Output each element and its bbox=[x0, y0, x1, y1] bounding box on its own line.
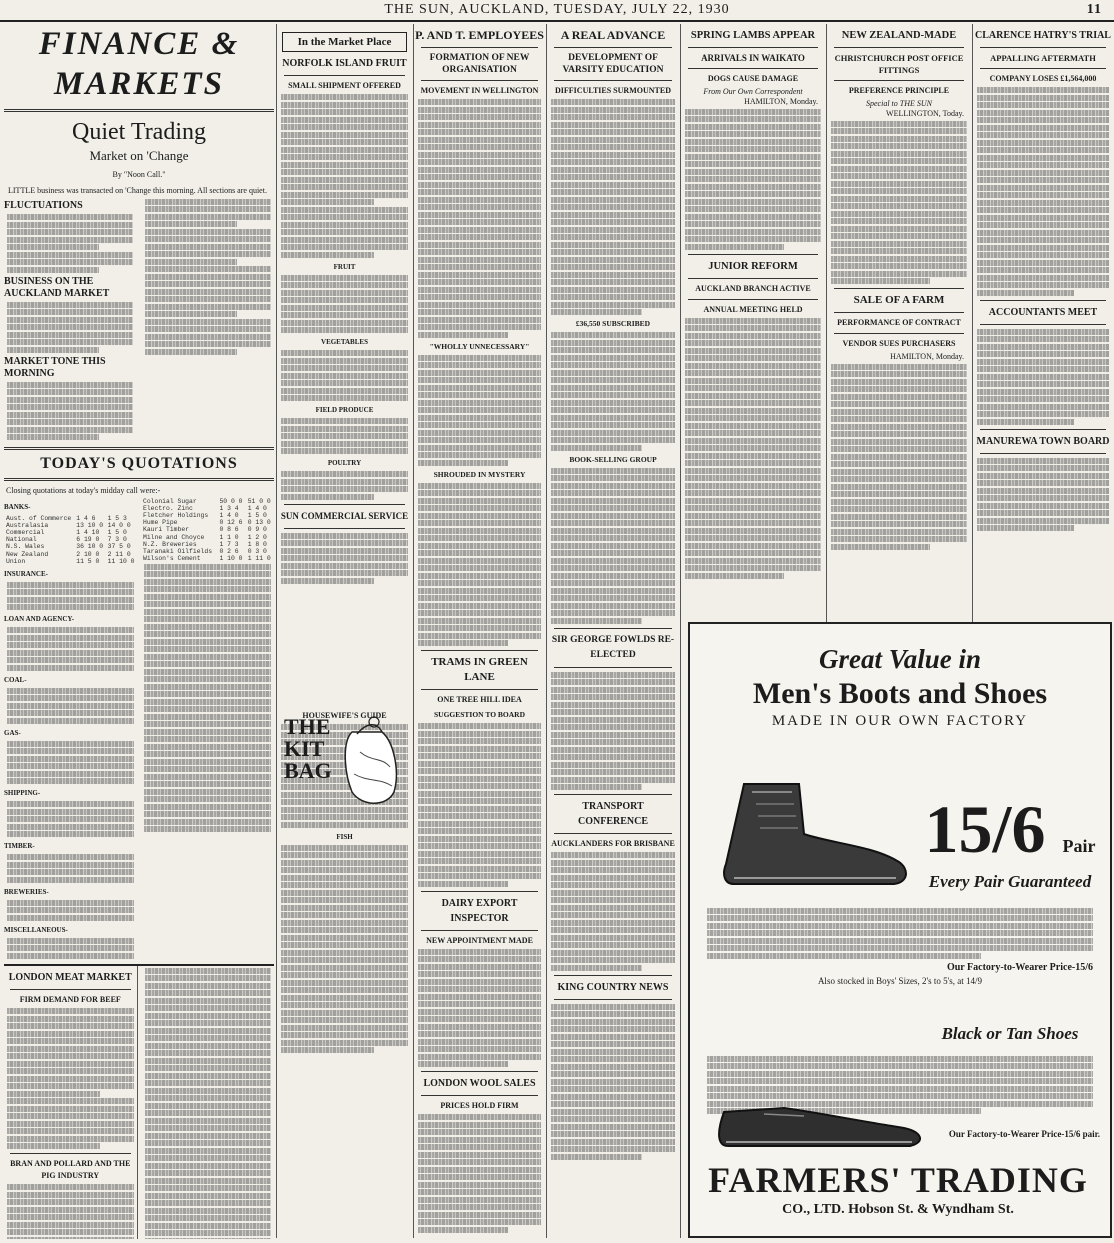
wool-heading: LONDON WOOL SALES bbox=[423, 1078, 536, 1089]
king-country-heading: KING COUNTRY NEWS bbox=[557, 981, 669, 993]
market-place-column bbox=[278, 24, 411, 1239]
pt-subheading: FORMATION OF NEW ORGANISATION bbox=[429, 53, 530, 75]
bran-heading: BRAN AND POLLARD AND THE PIG INDUSTRY bbox=[10, 1159, 131, 1181]
table-row: Australasia 13 10 0 14 0 0 bbox=[6, 521, 131, 529]
trams-heading: TRAMS IN GREEN LANE bbox=[431, 656, 528, 683]
finance-column bbox=[4, 24, 274, 1239]
column-rule bbox=[826, 24, 827, 622]
group-timber: TIMBER- bbox=[4, 842, 35, 851]
transport-heading: TRANSPORT CONFERENCE bbox=[577, 801, 648, 827]
group-breweries: BREWERIES- bbox=[4, 887, 49, 896]
ad-title-2: Men's Boots and Shoes bbox=[752, 677, 1048, 710]
ad-address: CO., LTD. Hobson St. & Wyndham St. bbox=[782, 1202, 1014, 1217]
bookselling-heading: BOOK-SELLING GROUP bbox=[569, 454, 657, 464]
business-heading: BUSINESS ON THE AUCKLAND MARKET bbox=[4, 275, 110, 299]
ad-pair: Pair bbox=[1062, 836, 1096, 856]
table-row: Kauri Timber 0 8 6 0 9 0 bbox=[143, 526, 267, 534]
prices-hold-subheading: PRICES HOLD FIRM bbox=[440, 1101, 519, 1110]
group-banks: BANKS- bbox=[4, 502, 31, 511]
poultry-heading: POULTRY bbox=[327, 459, 362, 467]
dateline-2: HAMILTON, Monday. bbox=[890, 352, 964, 361]
nz-made-heading: NEW ZEALAND-MADE bbox=[841, 30, 957, 41]
table-row: N.S. Wales 36 10 0 37 5 0 bbox=[6, 543, 131, 551]
fluctuations-heading: FLUCTUATIONS bbox=[4, 200, 83, 211]
quotations-heading: TODAY'S QUOTATIONS bbox=[40, 454, 238, 472]
table-row: National 6 19 0 7 3 0 bbox=[6, 536, 127, 544]
appointment-subheading: NEW APPOINTMENT MADE bbox=[426, 935, 533, 945]
dairy-heading: DAIRY EXPORT INSPECTOR bbox=[441, 897, 518, 924]
dogs-subheading: DOGS CAUSE DAMAGE bbox=[707, 74, 799, 83]
masthead-title: THE SUN, AUCKLAND, TUESDAY, JULY 22, 1930 bbox=[384, 2, 730, 17]
column-rule bbox=[276, 24, 277, 1238]
column-rule bbox=[680, 24, 681, 1238]
field-heading: FIELD PRODUCE bbox=[315, 406, 374, 414]
hatry-heading: CLARENCE HATRY'S TRIAL bbox=[975, 30, 1111, 41]
table-row: Union 11 5 0 11 10 0 bbox=[6, 557, 135, 565]
quotes-table-left bbox=[4, 515, 137, 565]
byline: By "Noon Call." bbox=[112, 170, 166, 179]
varsity-column bbox=[548, 24, 678, 1239]
nz-made-column bbox=[828, 24, 970, 622]
group-loan: LOAN AND AGENCY- bbox=[4, 615, 75, 624]
shipment-subheading: SMALL SHIPMENT OFFERED bbox=[288, 81, 401, 90]
table-row: Milne and Choyce 1 1 0 1 2 0 bbox=[143, 533, 267, 541]
advance-heading: A REAL ADVANCE bbox=[560, 28, 666, 42]
hatry-column bbox=[974, 24, 1112, 622]
vendor-subheading: VENDOR SUES PURCHASERS bbox=[842, 339, 956, 348]
one-tree-subheading: ONE TREE HILL IDEA bbox=[437, 695, 522, 704]
dateline: WELLINGTON, Today. bbox=[886, 109, 964, 118]
ad-guarantee: Every Pair Guaranteed bbox=[928, 872, 1092, 891]
quotations-intro: Closing quotations at today's midday call were:- bbox=[6, 485, 161, 495]
headline: Quiet Trading bbox=[71, 119, 206, 145]
meat-heading: LONDON MEAT MARKET bbox=[8, 972, 132, 984]
table-row: Electro. Zinc 1 3 4 1 4 0 bbox=[143, 504, 267, 512]
group-insurance: INSURANCE- bbox=[4, 569, 48, 578]
table-row: Fletcher Holdings 1 4 0 1 5 0 bbox=[143, 511, 267, 519]
fruit-heading: FRUIT bbox=[333, 262, 356, 271]
group-coal: COAL- bbox=[4, 675, 27, 684]
wholly-heading: "WHOLLY UNNECESSARY" bbox=[429, 341, 530, 351]
market-tone-heading: MARKET TONE THIS MORNING bbox=[4, 355, 106, 379]
page-number: 11 bbox=[1086, 2, 1102, 17]
sale-heading: SALE OF A FARM bbox=[853, 294, 945, 306]
accountants-heading: ACCOUNTANTS MEET bbox=[988, 306, 1098, 318]
table-row: New Zealand 2 10 0 2 11 0 bbox=[6, 550, 131, 558]
ad-factory-price-2: Our Factory-to-Wearer Price-15/6 pair. bbox=[948, 1129, 1100, 1139]
ad-title-1: Great Value in bbox=[818, 644, 982, 674]
pt-heading: P. AND T. EMPLOYEES bbox=[415, 28, 544, 42]
farmers-trading-advert bbox=[688, 622, 1112, 1238]
vegetables-heading: VEGETABLES bbox=[321, 338, 368, 346]
ad-title-3: MADE IN OUR OWN FACTORY bbox=[771, 713, 1029, 729]
section-title: FINANCE & MARKETS bbox=[38, 26, 240, 102]
post-office-subheading: CHRISTCHURCH POST OFFICE FITTINGS bbox=[834, 53, 964, 75]
column-rule bbox=[546, 24, 547, 1238]
junior-reform-heading: JUNIOR REFORM bbox=[708, 260, 798, 272]
lambs-heading: SPRING LAMBS APPEAR bbox=[690, 30, 816, 41]
aucklanders-subheading: AUCKLANDERS FOR BRISBANE bbox=[551, 839, 675, 848]
subscribed-heading: £36,550 SUBSCRIBED bbox=[575, 319, 651, 328]
pt-column bbox=[415, 24, 544, 1239]
fowlds-heading: SIR GEORGE FOWLDS RE-ELECTED bbox=[551, 634, 675, 660]
ad-copy-1 bbox=[704, 906, 1096, 989]
group-misc: MISCELLANEOUS- bbox=[4, 925, 68, 934]
column-rule bbox=[413, 24, 414, 1238]
market-place-banner: In the Market Place bbox=[282, 32, 407, 52]
table-row: Commercial 1 4 10 1 5 0 bbox=[6, 528, 127, 536]
subheadline: Market on 'Change bbox=[89, 148, 189, 163]
lambs-column bbox=[682, 24, 824, 622]
special-line: Special to THE SUN bbox=[866, 99, 932, 108]
losses-subheading: COMPANY LOSES £1,564,000 bbox=[989, 74, 1097, 83]
column-rule bbox=[972, 24, 973, 622]
table-row: N.Z. Breweries 1 7 3 1 8 0 bbox=[143, 540, 267, 548]
branch-subheading: AUCKLAND BRANCH ACTIVE bbox=[695, 283, 811, 293]
aftermath-subheading: APPALLING AFTERMATH bbox=[990, 53, 1096, 63]
fish-heading: FISH bbox=[336, 832, 353, 841]
table-row: Hume Pipe 0 12 6 0 13 0 bbox=[143, 519, 271, 527]
preference-subheading: PREFERENCE PRINCIPLE bbox=[848, 86, 950, 95]
performance-subheading: PERFORMANCE OF CONTRACT bbox=[837, 318, 961, 327]
table-row: Wilson's Cement 1 10 0 1 11 0 bbox=[143, 555, 271, 563]
shrouded-heading: SHROUDED IN MYSTERY bbox=[433, 469, 526, 479]
pt-subheading-2: MOVEMENT IN WELLINGTON bbox=[420, 86, 539, 95]
advance-subheading: DEVELOPMENT OF VARSITY EDUCATION bbox=[562, 53, 664, 75]
difficulties-subheading: DIFFICULTIES SURMOUNTED bbox=[555, 86, 671, 95]
manurewa-heading: MANUREWA TOWN BOARD bbox=[976, 435, 1110, 447]
ad-factory-price: Our Factory-to-Wearer Price-15/6 bbox=[946, 961, 1093, 973]
ad-boys-sizes: Also stocked in Boys' Sizes, 2's to 5's, at 14/9 bbox=[817, 975, 983, 986]
table-row: Taranaki Oilfields 0 2 6 0 3 0 bbox=[143, 547, 267, 555]
masthead bbox=[0, 0, 1114, 22]
annual-subheading: ANNUAL MEETING HELD bbox=[703, 304, 803, 314]
meat-subheading: FIRM DEMAND FOR BEEF bbox=[19, 995, 121, 1005]
ad-black-tan: Black or Tan Shoes bbox=[941, 1024, 1079, 1043]
table-row: Colonial Sugar 50 0 0 51 0 0 bbox=[143, 497, 271, 505]
waikato-subheading: ARRIVALS IN WAIKATO bbox=[701, 53, 805, 63]
lead-paragraph: LITTLE business was transacted on 'Change this morning. All sections are quiet. bbox=[8, 186, 267, 195]
ad-brand: FARMERS' TRADING bbox=[708, 1160, 1088, 1200]
shoe-illustration bbox=[704, 1094, 934, 1154]
group-shipping: SHIPPING- bbox=[4, 789, 41, 798]
quotes-table-right bbox=[141, 498, 274, 563]
boot-illustration bbox=[704, 774, 914, 894]
correspondent-line: From Our Own Correspondent bbox=[703, 87, 803, 96]
ad-price: 15/6 Pair bbox=[924, 791, 1096, 867]
table-row: Aust. of Commerce 1 4 6 1 5 3 bbox=[6, 514, 127, 522]
housewife-heading: HOUSEWIFE'S GUIDE bbox=[302, 711, 387, 720]
commercial-service-heading: SUN COMMERCIAL SERVICE bbox=[280, 510, 409, 521]
kit-bag-title: THE KIT BAG bbox=[284, 714, 332, 783]
group-gas: GAS- bbox=[4, 728, 21, 737]
dateline: HAMILTON, Monday. bbox=[744, 97, 818, 106]
norfolk-heading: NORFOLK ISLAND FRUIT bbox=[282, 58, 407, 69]
suggestion-subheading: SUGGESTION TO BOARD bbox=[434, 710, 525, 719]
